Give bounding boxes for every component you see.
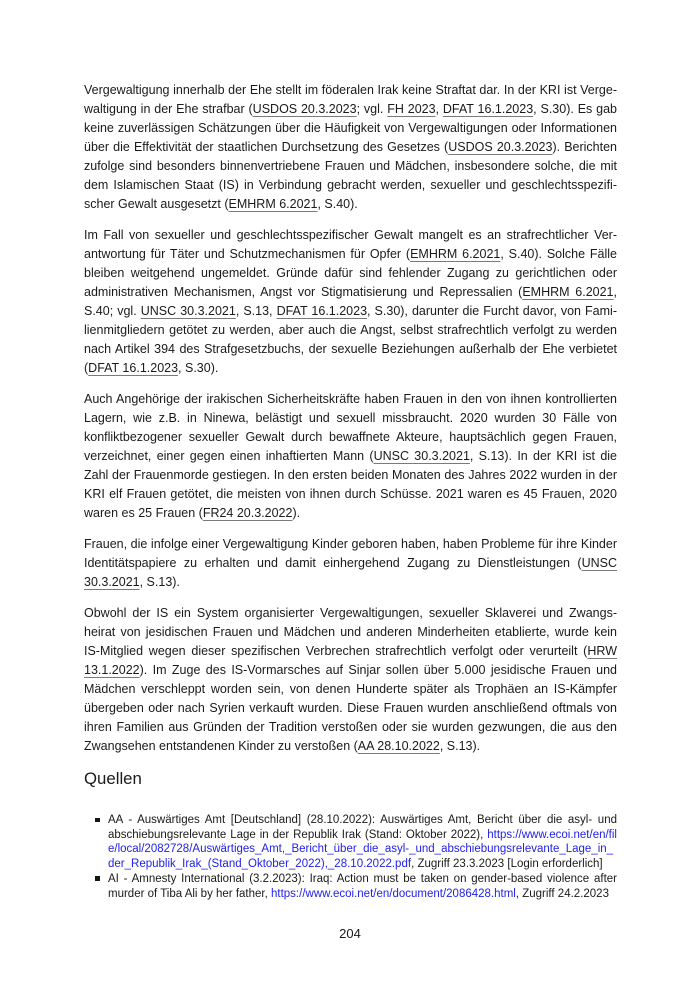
sources-heading: Quellen [84, 769, 142, 788]
source-item [84, 872, 617, 901]
citation-link[interactable]: FR24 20.3.2022 [202, 506, 293, 520]
body-paragraph: Frauen, die infolge einer Vergewaltigung Kinder geboren haben, haben Probleme für ihre Kinder Identitätspapiere zu erhalten und damit einhergehend Zugang zu Dienstleistungen (UNSC 30.3.2021, S.13). [84, 537, 617, 589]
citation-link[interactable]: UNSC 30.3.2021 [373, 449, 470, 463]
external-url-link[interactable]: https://www.ecoi.net/en/file/local/2082728/Auswärtiges_Amt,_Bericht_über_die_asyl-_und_abschiebungsrelevante_Lage_in_der_Republik_Irak_(Stand_Oktober_2022),_28.10.2022.pdf [108, 828, 617, 871]
bullet-square-icon [95, 876, 100, 881]
source-item-text: AA - Auswärtiges Amt [Deutschland] (28.10.2022): Auswärtiges Amt, Bericht über die asyl- und abschiebungsrelevante Lage in der Republik Irak (Stand: Oktober 2022), https://www.ecoi.net/en/file/local/2082728/Auswärtiges_Amt,_Bericht_über_die_asyl-_und_abschiebungsrelevante_Lage_in_der_Republik_Irak_(Stand_Oktober_2022),_28.10.2022.pdf, Zugriff 23.3.2023 [Login erforderlich] [108, 814, 617, 871]
citation-link[interactable]: AA 28.10.2022 [357, 739, 440, 753]
citation-link[interactable]: EMHRM 6.2021 [410, 247, 501, 261]
citation-link[interactable]: DFAT 16.1.2023 [276, 304, 368, 318]
body-paragraph: Im Fall von sexueller und geschlechtsspezifischer Gewalt mangelt es an strafrechtlicher Verantwortung für Täter und Schutzmechanismen für Opfer (EMHRM 6.2021, S.40). Solche Fälle bleiben weitgehend ungemeldet. Gründe dafür sind fehlender Zugang zu gerichtlichen oder administrativen Mechanismen, Angst vor Stigmatisierung und Repressalien (EMHRM 6.2021, S.40; vgl. UNSC 30.3.2021, S.13, DFAT 16.1.2023, S.30), darunter die Furcht davor, von Familienmitgliedern getötet zu werden, aber auch die Angst, selbst strafrechtlich verfolgt zu werden nach Artikel 394 des Strafgesetzbuchs, der sexuelle Beziehungen außerhalb der Ehe verbietet (DFAT 16.1.2023, S.30). [84, 228, 617, 375]
citation-link[interactable]: USDOS 20.3.2023 [252, 102, 357, 116]
citation-link[interactable]: EMHRM 6.2021 [228, 197, 318, 211]
citation-link[interactable]: UNSC 30.3.2021 [140, 304, 236, 318]
sources-list [84, 813, 617, 901]
citation-link[interactable]: EMHRM 6.2021 [522, 285, 614, 299]
body-paragraph: Vergewaltigung innerhalb der Ehe stellt im föderalen Irak keine Straftat dar. In der KRI ist Vergewaltigung in der Ehe strafbar (USDOS 20.3.2023; vgl. FH 2023, DFAT 16.1.2023, S.30). Es gab keine zuverlässigen Schätzungen über die Häufigkeit von Vergewaltigungen oder Informationen über die Effektivität der staatlichen Durchsetzung des Gesetzes (USDOS 20.3.2023). Berichten zufolge sind besonders binnenvertriebene Frauen und Mädchen, insbesondere solche, die mit dem Islamischen Staat (IS) in Verbindung gebracht werden, sexueller und geschlechtsspezifischer Gewalt ausgesetzt (EMHRM 6.2021, S.40). [84, 83, 618, 211]
text-content [84, 81, 617, 901]
source-item [84, 813, 617, 872]
citation-link[interactable]: UNSC 30.3.2021 [84, 556, 617, 589]
citation-link[interactable]: USDOS 20.3.2023 [448, 140, 553, 154]
page-number: 204 [339, 926, 361, 941]
bullet-square-icon [95, 818, 100, 823]
body-paragraph: Obwohl der IS ein System organisierter Vergewaltigungen, sexueller Sklaverei und Zwangsheirat von jesidischen Frauen und Mädchen und anderen Minderheiten etablierte, wurde kein IS-Mitglied wegen dieser spezifischen Verbrechen strafrechtlich verfolgt oder verurteilt (HRW 13.1.2022). Im Zuge des IS-Vormarsches auf Sinjar sollen über 5.000 jesidische Frauen und Mädchen verschleppt worden sein, von denen Hunderte später als Trophäen an IS-Kämpfer übergeben oder nach Syrien verkauft wurden. Diese Frauen wurden anschließend oftmals von ihren Familien aus Gründen der Tradition verstoßen oder sie wurden gezwungen, die aus den Zwangsehen entstandenen Kinder zu verstoßen (AA 28.10.2022, S.13). [84, 606, 617, 753]
source-item-text: AI - Amnesty International (3.2.2023): Iraq: Action must be taken on gender-based violence after murder of Tiba Ali by her father, https://www.ecoi.net/en/document/2086428.html, Zugriff 24.2.2023 [108, 872, 617, 900]
citation-link[interactable]: DFAT 16.1.2023 [442, 102, 534, 116]
citation-link[interactable]: DFAT 16.1.2023 [88, 361, 179, 375]
external-url-link[interactable]: https://www.ecoi.net/en/document/2086428.html [271, 887, 516, 900]
citation-link[interactable]: HRW 13.1.2022 [84, 644, 617, 677]
citation-link[interactable]: FH 2023 [387, 102, 436, 116]
body-paragraph: Auch Angehörige der irakischen Sicherheitskräfte haben Frauen in den von ihnen kontrollierten Lagern, wie z.B. in Ninewa, belästigt und sexuell missbraucht. 2020 wurden 30 Fälle von konfliktbezogener sexueller Gewalt durch bewaffnete Akteure, hauptsächlich gegen Frauen, verzeichnet, einer gegen einen inhaftierten Mann (UNSC 30.3.2021, S.13). In der KRI ist die Zahl der Frauenmorde gestiegen. In den ersten beiden Monaten des Jahres 2022 wurden in der KRI elf Frauen getötet, die meisten von ihnen durch Schüsse. 2021 waren es 45 Frauen, 2020 waren es 25 Frauen (FR24 20.3.2022). [84, 392, 617, 520]
